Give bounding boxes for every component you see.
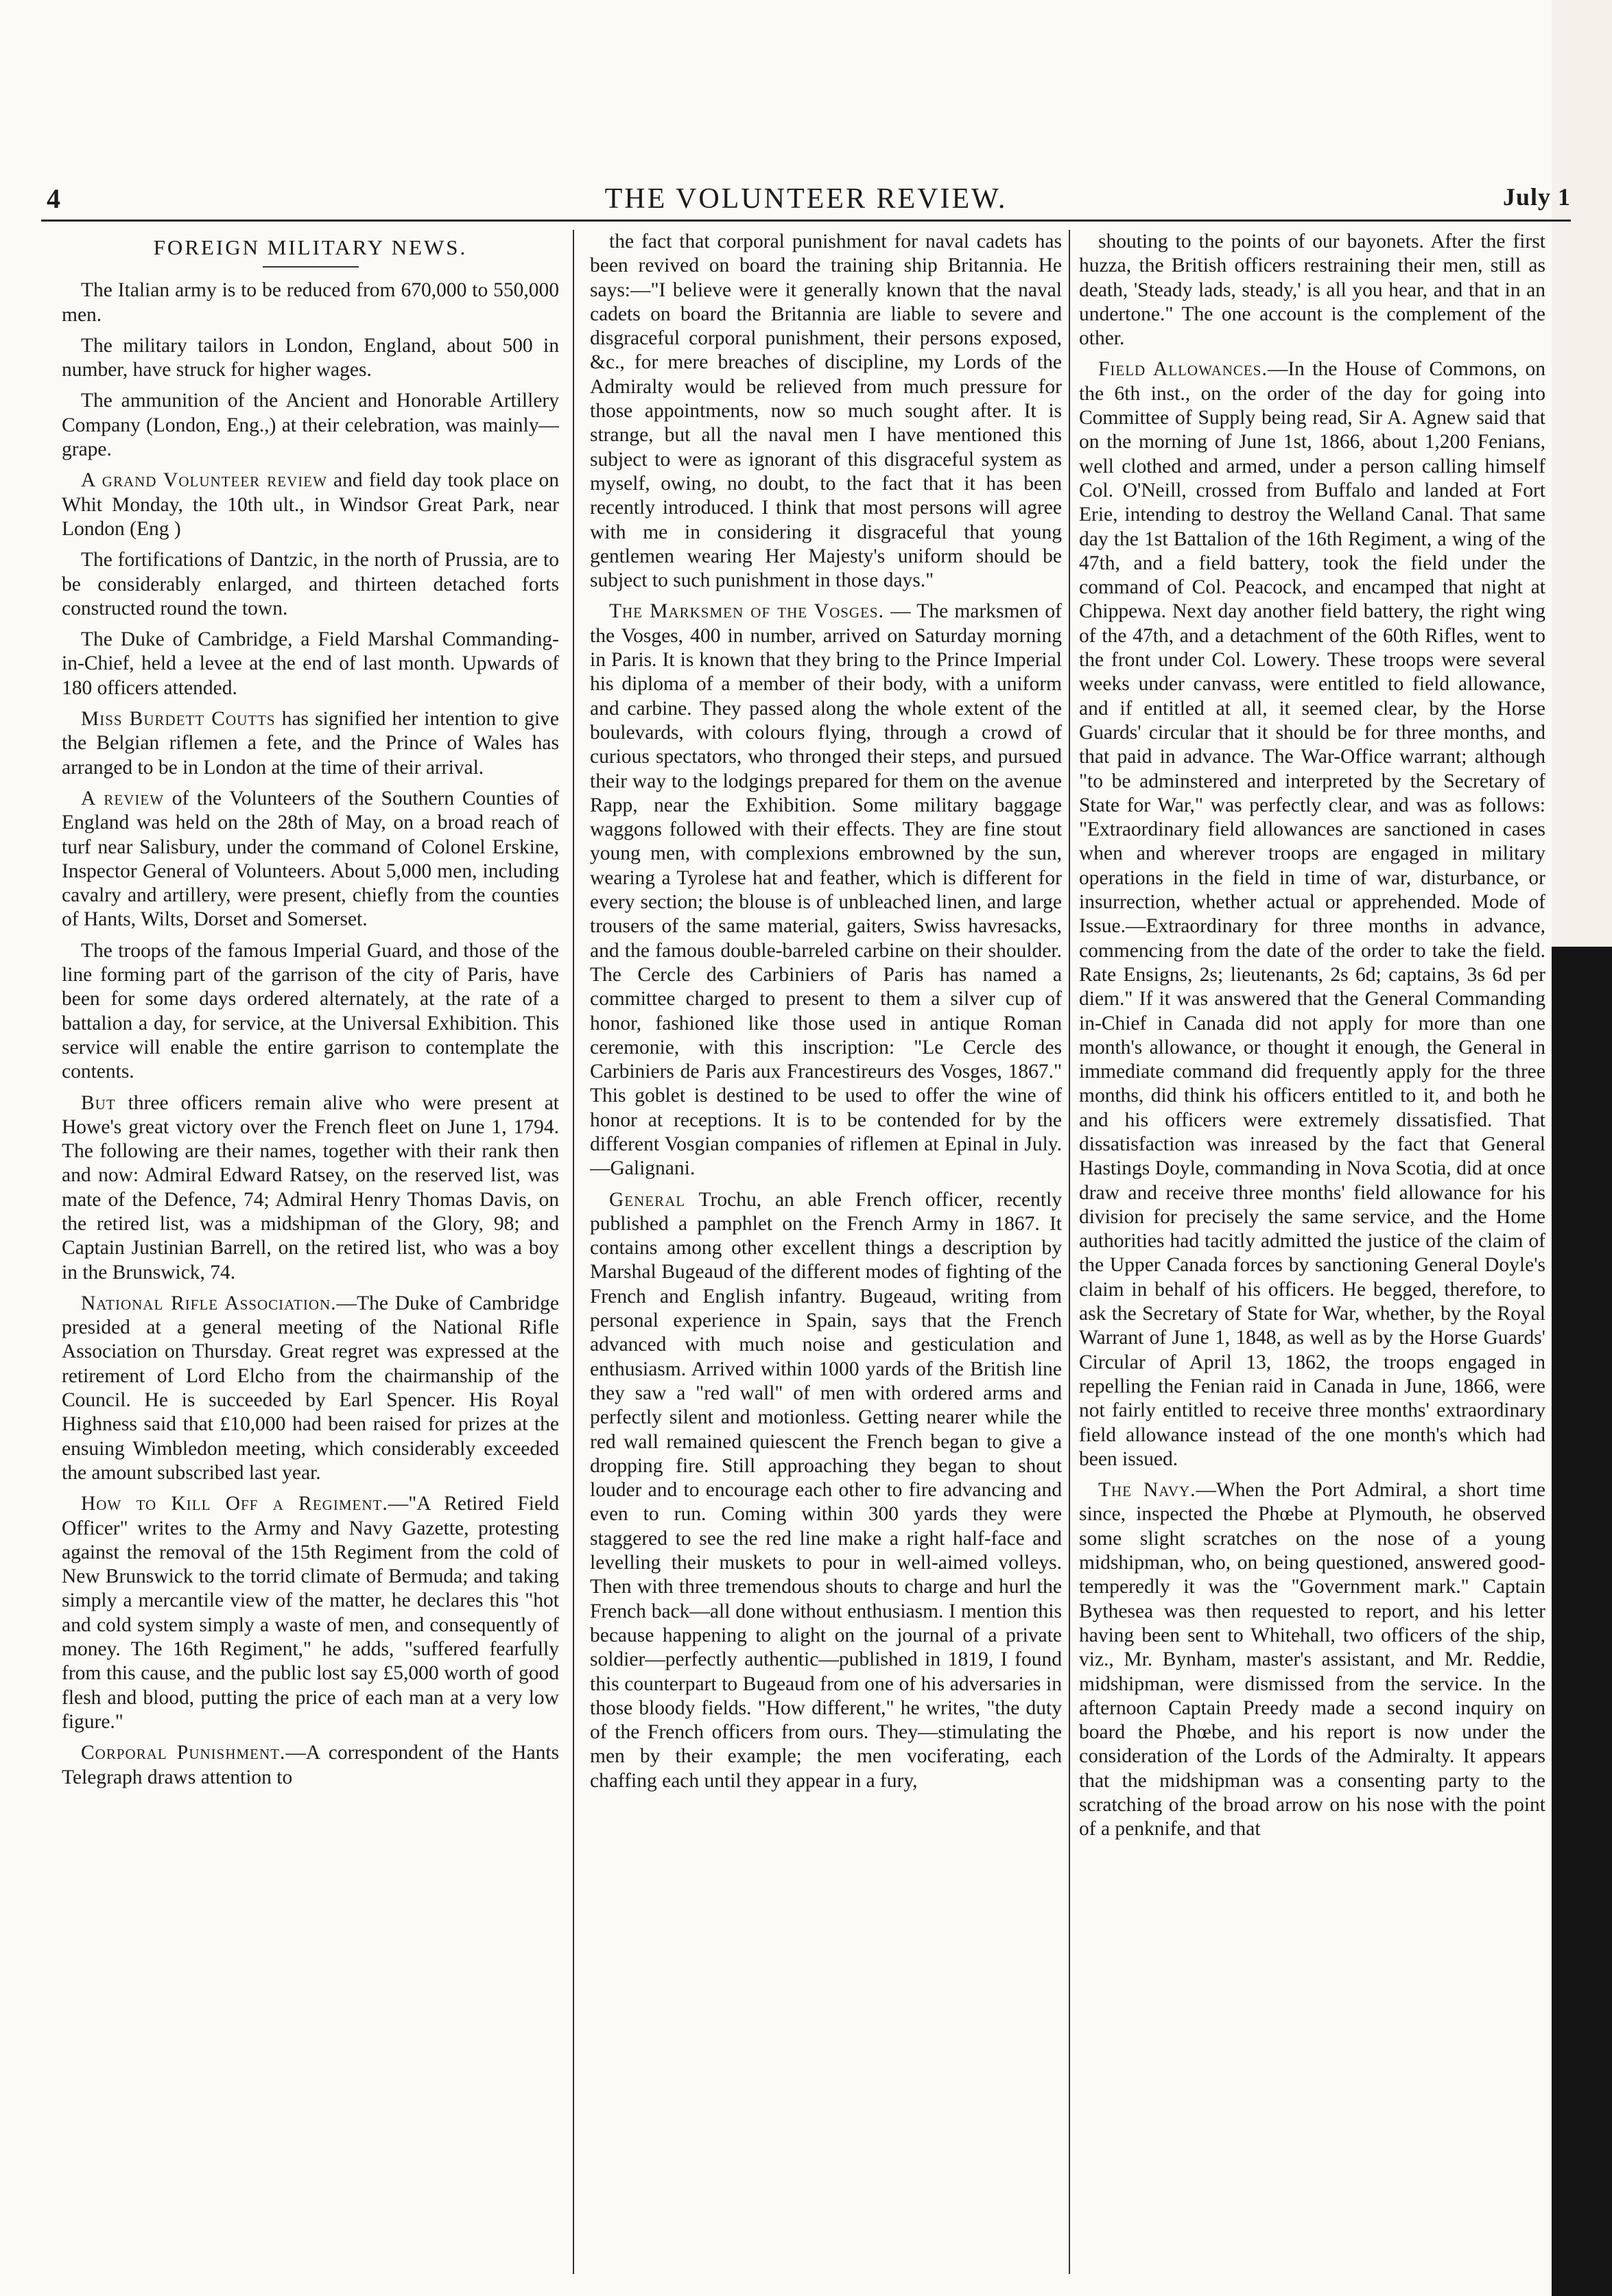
article-paragraph bbox=[62, 548, 559, 621]
paragraph-text: The Italian army is to be reduced from 670,000 to 550,000 men. bbox=[62, 279, 559, 326]
article-paragraph bbox=[1079, 230, 1545, 351]
paragraph-text: The fortifications of Dantzic, in the north of Prussia, are to be considerably enlarged, and thirteen detached forts constructed round the town. bbox=[62, 549, 559, 619]
article-paragraph bbox=[62, 389, 559, 462]
paragraph-lead: National Rifle Association. bbox=[81, 1292, 337, 1314]
header-rule bbox=[41, 220, 1571, 222]
article-paragraph bbox=[62, 707, 559, 780]
paragraph-text: —In the House of Commons, on the 6th inst., on the order of the day for going into Committee of Supply being read, Sir A. Agnew said that on the morning of June 1st, 1866, about 1,200 Fenians, well clothed and armed, under a person calling himself Col. O'Neill, crossed from Buffalo and landed at Fort Erie, intending to destroy the Welland Canal. That same day the 1st Battalion of the 16th Regiment, a wing of the 47th, and a field battery, took the field under the command of Col. Peacock, and encamped that night at Chippewa. Next day another field battery, the right wing of the 47th, and a detachment of the 60th Rifles, went to the front under Col. Lowery. These troops were several weeks under canvass, were entitled to field allowance, and if entitled at all, it seemed clear, by the Horse Guards' circular that it should be for three months, and that paid in advance. The War-Office warrant; although "to be adminstered and interpreted by the Secretary of State for War," was perfectly clear, and was as follows: "Extraordinary field allowances are sanctioned in cases when and wherever troops are engaged in military operations in the field in time of war, disturbance, or insurrection, whether actual or apprehended. Mode of Issue.—Extraordinary for three months in advance, commencing from the date of the order to take the field. Rate Ensigns, 2s; lieutenants, 2s 6d; captains, 3s 6d per diem." If it was answered that the General Commanding in-Chief in Canada did not apply for more than one month's allowance, or thought it enough, the General in immediate command did frequently apply for the three months, did think his officers entitled to it, and both he and his officers were extremely dissatisfied. That dissatisfaction was inreased by the fact that General Hastings Doyle, commanding in Nova Scotia, did at once draw and receive three months' field allowance for his division for precisely the same service, and the Home authorities had tacitly admitted the justice of the claim of the Upper Canada forces by sanctioning General Doyle's claim in behalf of his officers. He begged, therefore, to ask the Secretary of State for War, whether, by the Royal Warrant of June 1, 1848, as well as by the Horse Guards' Circular of April 13, 1862, the troops engaged in repelling the Fenian raid in Canada in June, 1866, were not fairly entitled to receive three months' extraordinary field allowance instead of the one month's which had been issued. bbox=[1079, 358, 1545, 1470]
paragraph-lead: Field Allowances. bbox=[1098, 358, 1268, 381]
paragraph-lead: The Marksmen of the Vosges. bbox=[609, 600, 884, 623]
paragraph-text: The military tailors in London, England, about 500 in number, have struck for higher wages. bbox=[62, 334, 559, 381]
paragraph-lead: Miss Burdett Coutts bbox=[81, 708, 276, 731]
article-paragraph bbox=[62, 334, 559, 383]
running-title: THE VOLUNTEER REVIEW. bbox=[604, 183, 1008, 215]
column-1 bbox=[62, 230, 559, 2274]
paragraph-text: — The marksmen of the Vosges, 400 in number, arrived on Saturday morning in Paris. It is known that they bring to the Prince Imperial his diploma of a member of their body, with a uniform and carbine. They passed along the whole extent of the boulevards, with colours flying, through a crowd of curious spectators, who thronged their steps, and pursued their way to the lodgings prepared for them on the avenue Rapp, near the Exhibition. Some military baggage waggons followed with their effects. They are fine stout young men, with complexions embrowned by the sun, wearing a Tyrolese hat and feather, which is different for every section; the blouse is of unbleached linen, and large trousers of the same material, gaiters, Swiss havresacks, and the famous double-barreled carbine on their shoulder. The Cercle des Carbiniers of Paris has named a committee charged to present to them a silver cup of honor, fashioned like those used in antique Roman ceremonie, with this inscription: "Le Cercle des Carbiniers de Paris aux Francestireurs des Vosges, 1867." This goblet is destined to be used to offer the wine of honor at receptions. It is to be contended for by the different Vosgian companies of riflemen at Epinal in July.—Galignani. bbox=[590, 600, 1062, 1180]
paragraph-text: —When the Port Admiral, a short time since, inspected the Phœbe at Plymouth, he observed some slight scratches on the nose of a young midshipman, who, on being questioned, answered good-temperedly it was the "Government mark." Captain Bythesea was then requested to report, and his letter having been sent to Whitehall, two officers of the ship, viz., Mr. Bynham, master's assistant, and Mr. Reddie, midshipman, were dismissed from the service. In the afternoon Captain Preedy made a second inquiry on board the Phœbe, and his report is now under the consideration of the Lords of the Admiralty. It appears that the midshipman was a consenting party to the scratching of the broad arrow on his nose with the point of a penknife, and that bbox=[1079, 1479, 1545, 1841]
article-paragraph bbox=[62, 1292, 559, 1485]
article-paragraph bbox=[62, 939, 559, 1085]
paragraph-text: shouting to the points of our bayonets. After the first huzza, the British officers restraining their men, still as death, 'Steady lads, steady,' is all you hear, and that in an undertone." The one account is the complement of the other. bbox=[1079, 230, 1545, 350]
article-paragraph bbox=[590, 230, 1062, 593]
paragraph-text: has signified her intention to give the Belgian riflemen a fete, and the Prince of Wales has arranged to be in London at the time of their arrival. bbox=[62, 708, 559, 779]
page-number: 4 bbox=[47, 183, 60, 214]
article-paragraph bbox=[62, 1492, 559, 1734]
paragraph-text: and field day took place on Whit Monday, the 10th ult., in Windsor Great Park, near London (Eng ) bbox=[62, 469, 559, 540]
section-title: FOREIGN MILITARY NEWS. bbox=[153, 235, 468, 259]
paragraph-text: The troops of the famous Imperial Guard, and those of the line forming part of the garrison of the city of Paris, have been for some days ordered alternately, at the rate of a battalion a day, for service, at the Universal Exhibition. This service will enable the entire garrison to contemplate the contents. bbox=[62, 939, 559, 1083]
article-paragraph bbox=[62, 469, 559, 541]
paragraph-text: three officers remain alive who were present at Howe's great victory over the French fleet on June 1, 1794. The following are their names, together with their rank then and now: Admiral Edward Ratsey, on the reserved list, was mate of the Defence, 74; Admiral Henry Thomas Davis, on the retired list, was a midshipman of the Glory, 98; and Captain Justinian Barrell, on the retired list, who was a boy in the Brunswick, 74. bbox=[62, 1091, 559, 1283]
article-paragraph bbox=[1079, 1478, 1545, 1841]
paragraph-lead: A review bbox=[81, 787, 165, 809]
article-paragraph bbox=[590, 1188, 1062, 1793]
paragraph-lead: The Navy. bbox=[1098, 1479, 1196, 1502]
article-paragraph bbox=[62, 787, 559, 932]
column-divider bbox=[573, 230, 574, 2274]
paragraph-lead: How to Kill Off a Regiment. bbox=[81, 1493, 388, 1515]
paragraph-text: the fact that corporal punishment for naval cadets has been revived on board the training ship Britannia. He says:—"I believe were it generally known that the naval cadets on board the Britannia are liable to severe and disgraceful corporal punishment, their persons exposed, &c., for mere breaches of discipline, my Lords of the Admiralty would be relieved from much pressure for those appointments, now so much sought after. It is strange, but all the naval men I have mentioned this subject to were as ignorant of this disgraceful system as myself, owing, no doubt, to the fact that it has been recently introduced. I think that most persons will agree with me in considering it disgraceful that young gentlemen wearing Her Majesty's uniform should be subject to such punishment in those days." bbox=[590, 230, 1062, 592]
paragraph-text: The Duke of Cambridge, a Field Marshal Commanding-in-Chief, held a levee at the end of last month. Upwards of 180 officers attended. bbox=[62, 628, 559, 699]
paragraph-text: Trochu, an able French officer, recently published a pamphlet on the French Army in 1867. It contains among other excellent things a description by Marshal Bugeaud of the different modes of fighting of the French and English infantry. Bugeaud, writing from personal experience in Spain, says that the French advanced with much noise and gesticulation and enthusiasm. Arrived within 1000 yards of the British line they saw a "red wall" of men with ordered arms and perfectly silent and motionless. Getting nearer while the red wall remained quiescent the French began to give a dropping fire. Still approaching they began to shout louder and to encourage each other to fire advancing and even to run. Coming within 300 yards they were staggered to see the red line make a right half-face and levelling their muskets to pour in well-aimed volleys. Then with three tremendous shouts to charge and hurl the French back—all done without enthusiasm. I mention this because happening to alight on the journal of a private soldier—perfectly authentic—published in 1819, I found this counterpart to Bugeaud from one of his adversaries in those bloody fields. "How different," he writes, "the duty of the French officers from ours. They—stimulating the men by their example; the men vociferating, each chaffing each until they appear in a fury, bbox=[590, 1188, 1062, 1792]
paragraph-text: —The Duke of Cambridge presided at a general meeting of the National Rifle Association on Thursday. Great regret was expressed at the retirement of Lord Elcho from the chairmanship of the Council. He is succeeded by Earl Spencer. His Royal Highness said that £10,000 had been raised for prizes at the ensuing Wimbledon meeting, which considerably exceeded the amount subscribed last year. bbox=[62, 1292, 559, 1484]
page-margin bbox=[1552, 0, 1612, 947]
article-paragraph bbox=[62, 1091, 559, 1285]
column-divider bbox=[1069, 230, 1070, 2274]
paragraph-text: The ammunition of the Ancient and Honorable Artillery Company (London, Eng.,) at their celebration, was mainly—grape. bbox=[62, 390, 559, 461]
column-2 bbox=[590, 230, 1062, 2274]
paragraph-text: —"A Retired Field Officer" writes to the Army and Navy Gazette, protesting against the removal of the 15th Regiment from the cold of New Brunswick to the torrid climate of Bermuda; and taking simply a mercantile view of the matter, he declares this "hot and cold system simply a waste of men, and consequently of money. The 16th Regiment," he adds, "suffered fearfully from this cause, and the public lost say £5,000 worth of good flesh and blood, putting the price of each man at a very low figure." bbox=[62, 1493, 559, 1733]
page-header bbox=[41, 180, 1571, 221]
article-paragraph bbox=[590, 600, 1062, 1181]
title-rule bbox=[263, 266, 359, 268]
paragraph-lead: A grand Volunteer review bbox=[81, 469, 327, 492]
paragraph-text: of the Volunteers of the Southern Counties of England was held on the 28th of May, on a broad reach of turf near Salisbury, under the command of Colonel Erskine, Inspector General of Volunteers. About 5,000 men, including cavalry and artillery, were present, chiefly from the counties of Hants, Wilts, Dorset and Somerset. bbox=[62, 787, 559, 931]
article-paragraph bbox=[62, 628, 559, 700]
article-paragraph bbox=[1079, 357, 1545, 1471]
issue-date: July 1 bbox=[1502, 183, 1571, 211]
paragraph-lead: But bbox=[81, 1091, 116, 1114]
paragraph-text: —A correspondent of the Hants Telegraph draws attention to bbox=[62, 1742, 559, 1788]
paragraph-lead: General bbox=[609, 1188, 686, 1211]
column-3 bbox=[1079, 230, 1545, 2274]
article-paragraph bbox=[62, 1741, 559, 1790]
article-paragraph bbox=[62, 279, 559, 327]
paragraph-lead: Corporal Punishment. bbox=[81, 1742, 286, 1764]
binding-shadow bbox=[1552, 947, 1612, 2296]
